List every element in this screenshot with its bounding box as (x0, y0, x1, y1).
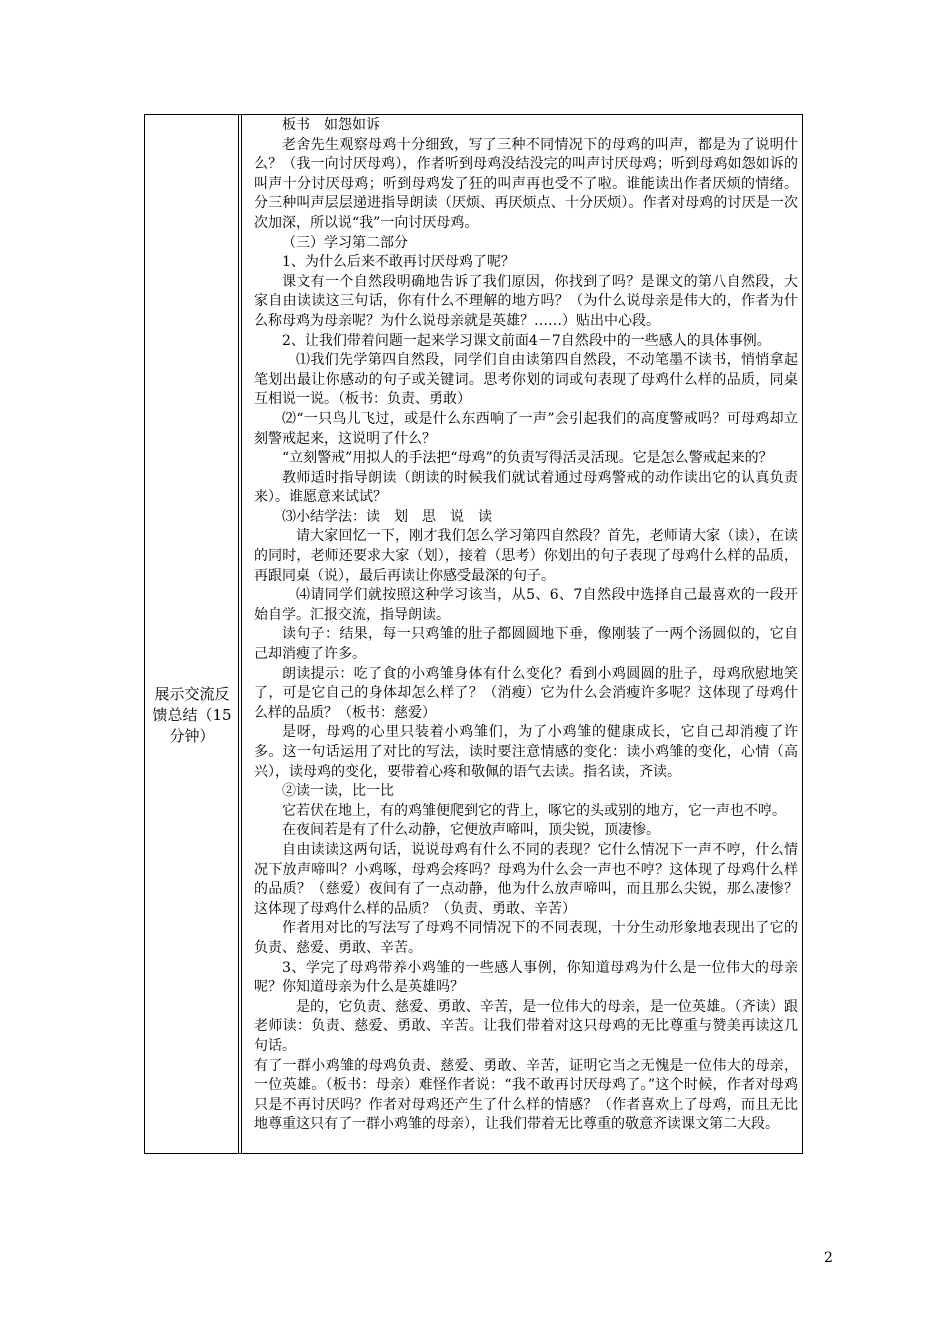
paragraph: 教师适时指导朗读（朗读的时候我们就试着通过母鸡警戒的动作读出它的认真负责来）。谁愿意来试试？ (254, 469, 798, 506)
paragraph: 老舍先生观察母鸡十分细致，写了三种不同情况下的母鸡的叫声，都是为了说明什么？（我一向讨厌母鸡），作者听到母鸡没结没完的叫声讨厌母鸡；听到母鸡如怨如诉的叫声十分讨厌母鸡；听到母鸡发了狂的叫声再也受不了啦。谁能读出作者厌烦的情绪。分三种叫声层层递进指导朗读（厌烦、再厌烦点、十分厌烦）。作者对母鸡的讨厌是一次次加深，所以说“我”一向讨厌母鸡。 (254, 136, 798, 231)
paragraph: 请大家回忆一下，刚才我们怎么学习第四自然段？首先，老师请大家（读），在读的同时，老师还要求大家（划），接着（思考）你划出的句子表现了母鸡什么样的品质，再跟同桌（说），最后再读让你感受最深的句子。 (254, 528, 798, 584)
paragraph: 是呀，母鸡的心里只装着小鸡雏们，为了小鸡雏的健康成长，它自己却消瘦了许多。这一句话运用了对比的写法，读时要注意情感的变化：读小鸡雏的变化，心情（高兴），读母鸡的变化，要带着心疼和敬佩的语气去读。指名读，齐读。 (254, 724, 798, 780)
paragraph: 是的，它负责、慈爱、勇敢、辛苦，是一位伟大的母亲，是一位英雄。（齐读）跟老师读：负责、慈爱、勇敢、辛苦。让我们带着对这只母鸡的无比尊重与赞美再读这几句话。 (254, 998, 798, 1054)
paragraph: 在夜间若是有了什么动静，它便放声啼叫，顶尖锐，顶凄惨。 (282, 822, 660, 839)
paragraph: ⑶小结学法：读 划 思 说 读 (282, 508, 492, 525)
paragraph: 它若伏在地上，有的鸡雏便爬到它的背上，啄它的头或别的地方，它一声也不哼。 (282, 802, 786, 819)
paragraph: ②读一读，比一比 (282, 783, 394, 800)
paragraph: ⑴我们先学第四自然段，同学们自由读第四自然段，不动笔墨不读书，悄悄拿起笔划出最让你感动的句子或关键词。思考你划的词或句表现了母鸡什么样的品质，同桌互相说一说。（板书：负责、勇敢） (254, 352, 798, 408)
paragraph: 作者用对比的写法写了母鸡不同情况下的不同表现，十分生动形象地表现出了它的负责、慈爱、勇敢、辛苦。 (254, 920, 798, 956)
page-number: 2 (824, 1250, 833, 1266)
paragraph: 朗读提示：吃了食的小鸡雏身体有什么变化？看到小鸡圆圆的肚子，母鸡欣慰地笑了，可是它自己的身体却怎么样了？（消瘦）它为什么会消瘦许多呢？这体现了母鸡什么样的品质？（板书：慈爱） (254, 665, 798, 721)
section-heading: （三）学习第二部分 (282, 234, 408, 251)
paragraph: 课文有一个自然段明确地告诉了我们原因，你找到了吗？是课文的第八自然段，大家自由读读这三句话，你有什么不理解的地方吗？（为什么说母亲是伟大的，作者为什么称母鸡为母亲呢？为什么说母亲就是英雄？……）贴出中心段。 (254, 273, 798, 329)
stage-label: 展示交流反馈总结（15分钟） (152, 685, 232, 745)
paragraph: ⑵“一只鸟儿飞过，或是什么东西响了一声”会引起我们的高度警戒吗？可母鸡却立刻警戒起来，这说明了什么？ (254, 410, 798, 447)
paragraph: 2、让我们带着问题一起来学习课文前面4－7自然段中的一些感人的具体事例。 (282, 332, 771, 349)
paragraph: 自由读读这两句话，说说母鸡有什么不同的表现？它什么情况下一声不哼，什么情况下放声啼叫？小鸡啄，母鸡会疼吗？母鸡为什么会一声也不哼？这体现了母鸡什么样的品质？（慈爱）夜间有了一点动静，他为什么放声啼叫，而且那么尖锐，那么凄惨？这体现了母鸡什么样的品质？（负责、勇敢、辛苦） (254, 841, 798, 917)
paragraph: “立刻警戒”用拟人的手法把“母鸡”的负责写得活灵活现。它是怎么警戒起来的？ (282, 450, 773, 467)
paragraph: 1、为什么后来不敢再讨厌母鸡了呢？ (282, 254, 515, 271)
paragraph: 有了一群小鸡雏的母鸡负责、慈爱、勇敢、辛苦，证明它当之无愧是一位伟大的母亲，一位英雄。（板书：母亲）难怪作者说：“我不敢再讨厌母鸡了。”这个时候，作者对母鸡只是不再讨厌吗？作者对母鸡还产生了什么样的情感？（作者喜欢上了母鸡，而且无比地尊重这只有了一群小鸡雏的母亲），让我们带着无比尊重的敬意齐读课文第二大段。 (254, 1057, 798, 1133)
paragraph: ⑷请同学们就按照这种学习该当，从5、6、7自然段中选择自己最喜欢的一段开始自学。汇报交流，指导朗读。 (254, 587, 798, 623)
lesson-content (254, 116, 798, 1135)
paragraph: 读句子：结果，每一只鸡雏的肚子都圆圆地下垂，像刚装了一两个汤圆似的，它自己却消瘦了许多。 (254, 626, 798, 663)
column-divider (238, 114, 242, 1154)
paragraph: 3、学完了母鸡带养小鸡雏的一些感人事例，你知道母鸡为什么是一位伟大的母亲呢？你知道母亲为什么是英雄吗？ (254, 959, 798, 996)
paragraph: 板书 如怨如诉 (282, 117, 380, 133)
